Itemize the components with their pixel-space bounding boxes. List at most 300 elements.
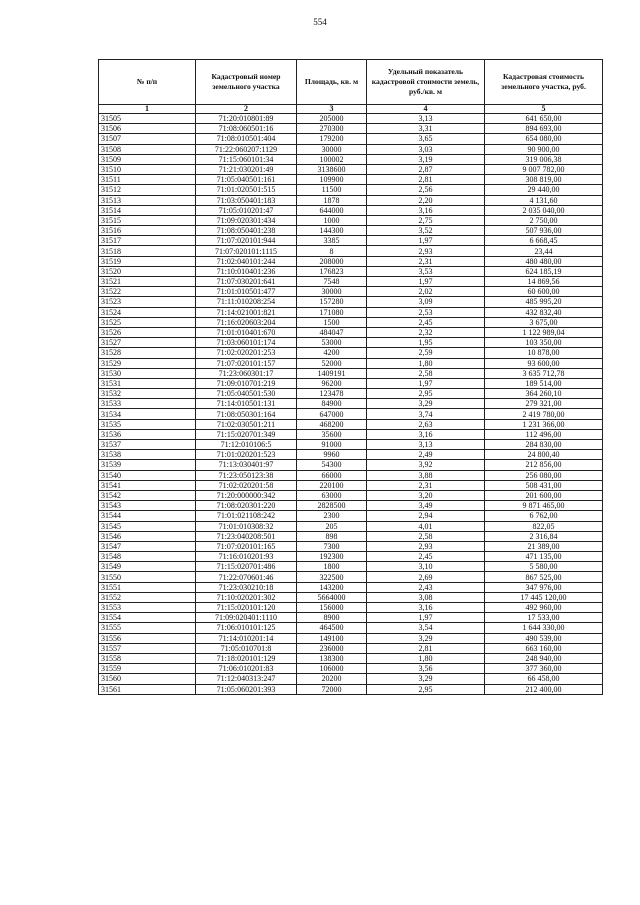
unit-rate-cell: 2,58 — [367, 531, 485, 541]
row-number-cell: 31515 — [99, 215, 196, 225]
area-cell: 3385 — [297, 236, 367, 246]
table-row — [99, 154, 603, 164]
cadastral-number-cell: 71:07:020101:1115 — [196, 246, 297, 256]
area-cell: 8900 — [297, 613, 367, 623]
header-cadastral-value: Кадастровая стоимость земельного участка, руб. — [485, 60, 603, 105]
cadastral-number-cell: 71:02:040101:244 — [196, 256, 297, 266]
row-number-cell: 31530 — [99, 368, 196, 378]
cadastral-value-cell: 377 360,00 — [485, 664, 603, 674]
row-number-cell: 31558 — [99, 653, 196, 663]
table-row — [99, 297, 603, 307]
cadastral-value-cell: 1 122 989,04 — [485, 327, 603, 337]
cadastral-number-cell: 71:02:030501:211 — [196, 419, 297, 429]
unit-rate-cell: 3,16 — [367, 205, 485, 215]
row-number-cell: 31550 — [99, 572, 196, 582]
unit-rate-cell: 2,95 — [367, 389, 485, 399]
cadastral-number-cell: 71:14:010201:14 — [196, 633, 297, 643]
area-cell: 322500 — [297, 572, 367, 582]
table-row — [99, 450, 603, 460]
table-row — [99, 215, 603, 225]
column-number: 1 — [99, 105, 196, 114]
cadastral-number-cell: 71:23:040208:501 — [196, 531, 297, 541]
unit-rate-cell: 2,31 — [367, 480, 485, 490]
area-cell: 644000 — [297, 205, 367, 215]
cadastral-value-cell: 2 750,00 — [485, 215, 603, 225]
header-row-number: № п/п — [99, 60, 196, 105]
row-number-cell: 31545 — [99, 521, 196, 531]
area-cell: 149100 — [297, 633, 367, 643]
area-cell: 54300 — [297, 460, 367, 470]
cadastral-value-cell: 9 007 782,00 — [485, 164, 603, 174]
area-cell: 179200 — [297, 134, 367, 144]
unit-rate-cell: 2,81 — [367, 643, 485, 653]
cadastral-value-cell: 29 440,00 — [485, 185, 603, 195]
table-row — [99, 348, 603, 358]
cadastral-number-cell: 71:07:020101:157 — [196, 358, 297, 368]
unit-rate-cell: 2,69 — [367, 572, 485, 582]
row-number-cell: 31525 — [99, 317, 196, 327]
row-number-cell: 31543 — [99, 501, 196, 511]
area-cell: 647000 — [297, 409, 367, 419]
cadastral-value-cell: 3 635 712,78 — [485, 368, 603, 378]
cadastral-number-cell: 71:01:010501:477 — [196, 287, 297, 297]
column-number-row — [99, 105, 603, 114]
table-row — [99, 429, 603, 439]
cadastral-number-cell: 71:18:020101:129 — [196, 653, 297, 663]
row-number-cell: 31512 — [99, 185, 196, 195]
cadastral-value-cell: 60 600,00 — [485, 287, 603, 297]
row-number-cell: 31505 — [99, 114, 196, 124]
cadastral-value-cell: 654 080,00 — [485, 134, 603, 144]
cadastral-number-cell: 71:14:021001:821 — [196, 307, 297, 317]
cadastral-value-cell: 492 960,00 — [485, 603, 603, 613]
table-row — [99, 613, 603, 623]
cadastral-value-cell: 2 316,84 — [485, 531, 603, 541]
area-cell: 53000 — [297, 338, 367, 348]
table-header — [99, 60, 603, 114]
cadastral-value-cell: 624 185,19 — [485, 266, 603, 276]
row-number-cell: 31523 — [99, 297, 196, 307]
table-row — [99, 521, 603, 531]
table-row — [99, 134, 603, 144]
row-number-cell: 31554 — [99, 613, 196, 623]
row-number-cell: 31559 — [99, 664, 196, 674]
cadastral-number-cell: 71:02:020201:58 — [196, 480, 297, 490]
table-row — [99, 378, 603, 388]
area-cell: 96200 — [297, 378, 367, 388]
cadastral-value-cell: 507 936,00 — [485, 226, 603, 236]
unit-rate-cell: 3,20 — [367, 490, 485, 500]
cadastral-value-cell: 867 525,00 — [485, 572, 603, 582]
cadastral-number-cell: 71:08:050401:238 — [196, 226, 297, 236]
row-number-cell: 31509 — [99, 154, 196, 164]
row-number-cell: 31555 — [99, 623, 196, 633]
table-row — [99, 664, 603, 674]
area-cell: 63000 — [297, 490, 367, 500]
table-row — [99, 399, 603, 409]
area-cell: 72000 — [297, 684, 367, 694]
unit-rate-cell: 1,80 — [367, 358, 485, 368]
cadastral-value-cell: 2 035 040,00 — [485, 205, 603, 215]
row-number-cell: 31534 — [99, 409, 196, 419]
area-cell: 91000 — [297, 440, 367, 450]
cadastral-number-cell: 71:07:020101:944 — [196, 236, 297, 246]
unit-rate-cell: 4,01 — [367, 521, 485, 531]
cadastral-number-cell: 71:05:040501:530 — [196, 389, 297, 399]
table-row — [99, 144, 603, 154]
unit-rate-cell: 3,54 — [367, 623, 485, 633]
cadastral-value-cell: 248 940,00 — [485, 653, 603, 663]
table-row — [99, 338, 603, 348]
row-number-cell: 31521 — [99, 277, 196, 287]
cadastral-value-cell: 480 480,00 — [485, 256, 603, 266]
cadastral-number-cell: 71:01:010308:32 — [196, 521, 297, 531]
row-number-cell: 31548 — [99, 552, 196, 562]
table-row — [99, 460, 603, 470]
table-row — [99, 470, 603, 480]
table-row — [99, 205, 603, 215]
cadastral-number-cell: 71:23:050123:38 — [196, 470, 297, 480]
cadastral-value-cell: 485 995,20 — [485, 297, 603, 307]
row-number-cell: 31513 — [99, 195, 196, 205]
table-row — [99, 419, 603, 429]
area-cell: 484047 — [297, 327, 367, 337]
cadastral-value-cell: 66 458,00 — [485, 674, 603, 684]
area-cell: 157280 — [297, 297, 367, 307]
cadastral-number-cell: 71:01:021108:242 — [196, 511, 297, 521]
table-row — [99, 114, 603, 124]
row-number-cell: 31526 — [99, 327, 196, 337]
row-number-cell: 31532 — [99, 389, 196, 399]
cadastral-value-cell: 308 819,00 — [485, 175, 603, 185]
column-number: 4 — [367, 105, 485, 114]
row-number-cell: 31560 — [99, 674, 196, 684]
table-row — [99, 124, 603, 134]
cadastral-value-cell: 364 260,10 — [485, 389, 603, 399]
column-number: 5 — [485, 105, 603, 114]
area-cell: 464500 — [297, 623, 367, 633]
table-row — [99, 511, 603, 521]
row-number-cell: 31557 — [99, 643, 196, 653]
row-number-cell: 31536 — [99, 429, 196, 439]
area-cell: 468200 — [297, 419, 367, 429]
cadastral-number-cell: 71:01:020201:523 — [196, 450, 297, 460]
area-cell: 208000 — [297, 256, 367, 266]
cadastral-value-cell: 17 445 120,00 — [485, 592, 603, 602]
row-number-cell: 31517 — [99, 236, 196, 246]
cadastral-value-cell: 3 675,00 — [485, 317, 603, 327]
table-row — [99, 236, 603, 246]
table-row — [99, 552, 603, 562]
cadastral-value-cell: 508 431,00 — [485, 480, 603, 490]
area-cell: 171080 — [297, 307, 367, 317]
cadastral-number-cell: 71:10:010401:236 — [196, 266, 297, 276]
table-row — [99, 409, 603, 419]
cadastral-value-cell: 4 131,60 — [485, 195, 603, 205]
unit-rate-cell: 3,92 — [367, 460, 485, 470]
table-row — [99, 633, 603, 643]
unit-rate-cell: 2,45 — [367, 317, 485, 327]
cadastral-value-cell: 17 533,00 — [485, 613, 603, 623]
area-cell: 176823 — [297, 266, 367, 276]
row-number-cell: 31538 — [99, 450, 196, 460]
row-number-cell: 31540 — [99, 470, 196, 480]
area-cell: 7548 — [297, 277, 367, 287]
table-row — [99, 317, 603, 327]
area-cell: 205000 — [297, 114, 367, 124]
cadastral-number-cell: 71:01:010401:670 — [196, 327, 297, 337]
unit-rate-cell: 2,20 — [367, 195, 485, 205]
cadastral-number-cell: 71:15:020701:349 — [196, 429, 297, 439]
area-cell: 9960 — [297, 450, 367, 460]
table-row — [99, 307, 603, 317]
unit-rate-cell: 2,59 — [367, 348, 485, 358]
area-cell: 205 — [297, 521, 367, 531]
unit-rate-cell: 3,74 — [367, 409, 485, 419]
table-row — [99, 389, 603, 399]
table-row — [99, 541, 603, 551]
unit-rate-cell: 1,97 — [367, 378, 485, 388]
area-cell: 30000 — [297, 144, 367, 154]
unit-rate-cell: 3,29 — [367, 633, 485, 643]
row-number-cell: 31518 — [99, 246, 196, 256]
unit-rate-cell: 3,13 — [367, 440, 485, 450]
cadastral-number-cell: 71:09:010701:219 — [196, 378, 297, 388]
cadastral-value-cell: 23,44 — [485, 246, 603, 256]
cadastral-value-cell: 90 900,00 — [485, 144, 603, 154]
table-row — [99, 266, 603, 276]
cadastral-value-cell: 1 231 366,00 — [485, 419, 603, 429]
table-row — [99, 643, 603, 653]
table-row — [99, 226, 603, 236]
unit-rate-cell: 2,87 — [367, 164, 485, 174]
cadastral-number-cell: 71:23:060301:17 — [196, 368, 297, 378]
unit-rate-cell: 3,29 — [367, 399, 485, 409]
cadastral-value-cell: 189 514,00 — [485, 378, 603, 388]
cadastral-value-cell: 471 135,00 — [485, 552, 603, 562]
column-number: 3 — [297, 105, 367, 114]
row-number-cell: 31552 — [99, 592, 196, 602]
cadastral-value-cell: 201 600,00 — [485, 490, 603, 500]
unit-rate-cell: 2,32 — [367, 327, 485, 337]
unit-rate-cell: 3,88 — [367, 470, 485, 480]
area-cell: 2828500 — [297, 501, 367, 511]
unit-rate-cell: 2,75 — [367, 215, 485, 225]
area-cell: 3138600 — [297, 164, 367, 174]
row-number-cell: 31544 — [99, 511, 196, 521]
cadastral-value-cell: 347 976,00 — [485, 582, 603, 592]
table-row — [99, 490, 603, 500]
table-row — [99, 674, 603, 684]
area-cell: 4200 — [297, 348, 367, 358]
row-number-cell: 31531 — [99, 378, 196, 388]
cadastral-number-cell: 71:05:060201:393 — [196, 684, 297, 694]
unit-rate-cell: 3,19 — [367, 154, 485, 164]
unit-rate-cell: 2,58 — [367, 368, 485, 378]
area-cell: 144300 — [297, 226, 367, 236]
row-number-cell: 31529 — [99, 358, 196, 368]
unit-rate-cell: 1,97 — [367, 236, 485, 246]
area-cell: 1800 — [297, 562, 367, 572]
unit-rate-cell: 2,81 — [367, 175, 485, 185]
row-number-cell: 31541 — [99, 480, 196, 490]
cadastral-number-cell: 71:05:040501:161 — [196, 175, 297, 185]
area-cell: 11500 — [297, 185, 367, 195]
row-number-cell: 31528 — [99, 348, 196, 358]
area-cell: 898 — [297, 531, 367, 541]
cadastral-number-cell: 71:14:010501:131 — [196, 399, 297, 409]
table-row — [99, 592, 603, 602]
unit-rate-cell: 2,93 — [367, 246, 485, 256]
row-number-cell: 31535 — [99, 419, 196, 429]
area-cell: 123478 — [297, 389, 367, 399]
area-cell: 236000 — [297, 643, 367, 653]
unit-rate-cell: 1,80 — [367, 653, 485, 663]
unit-rate-cell: 2,49 — [367, 450, 485, 460]
cadastral-value-cell: 1 644 330,00 — [485, 623, 603, 633]
area-cell: 66000 — [297, 470, 367, 480]
unit-rate-cell: 3,56 — [367, 664, 485, 674]
cadastral-number-cell: 71:06:010201:83 — [196, 664, 297, 674]
row-number-cell: 31507 — [99, 134, 196, 144]
page-number: 554 — [313, 17, 327, 27]
cadastral-value-cell: 10 878,00 — [485, 348, 603, 358]
area-cell: 143200 — [297, 582, 367, 592]
table-row — [99, 623, 603, 633]
cadastral-value-cell: 14 869,56 — [485, 277, 603, 287]
area-cell: 220100 — [297, 480, 367, 490]
area-cell: 30000 — [297, 287, 367, 297]
cadastral-value-cell: 663 160,00 — [485, 643, 603, 653]
cadastral-value-cell: 279 321,00 — [485, 399, 603, 409]
cadastral-value-cell: 432 832,40 — [485, 307, 603, 317]
table-body — [99, 114, 603, 695]
unit-rate-cell: 3,09 — [367, 297, 485, 307]
row-number-cell: 31516 — [99, 226, 196, 236]
unit-rate-cell: 2,02 — [367, 287, 485, 297]
row-number-cell: 31549 — [99, 562, 196, 572]
cadastral-number-cell: 71:08:020301:220 — [196, 501, 297, 511]
area-cell: 106000 — [297, 664, 367, 674]
row-number-cell: 31520 — [99, 266, 196, 276]
cadastral-value-cell: 93 600,00 — [485, 358, 603, 368]
cadastral-number-cell: 71:03:050401:183 — [196, 195, 297, 205]
cadastral-value-cell: 9 871 465,00 — [485, 501, 603, 511]
column-number: 2 — [196, 105, 297, 114]
table-row — [99, 531, 603, 541]
row-number-cell: 31533 — [99, 399, 196, 409]
cadastral-number-cell: 71:11:010208:254 — [196, 297, 297, 307]
row-number-cell: 31519 — [99, 256, 196, 266]
cadastral-number-cell: 71:08:050301:164 — [196, 409, 297, 419]
row-number-cell: 31506 — [99, 124, 196, 134]
table-row — [99, 440, 603, 450]
cadastral-value-cell: 212 400,00 — [485, 684, 603, 694]
table-row — [99, 684, 603, 694]
area-cell: 8 — [297, 246, 367, 256]
unit-rate-cell: 1,97 — [367, 277, 485, 287]
cadastral-number-cell: 71:05:010201:47 — [196, 205, 297, 215]
cadastral-number-cell: 71:22:060207:1129 — [196, 144, 297, 154]
cadastral-number-cell: 71:05:010701:8 — [196, 643, 297, 653]
cadastral-value-cell: 24 800,40 — [485, 450, 603, 460]
cadastral-value-cell: 103 350,00 — [485, 338, 603, 348]
unit-rate-cell: 1,95 — [367, 338, 485, 348]
cadastral-value-cell: 894 693,00 — [485, 124, 603, 134]
area-cell: 5664000 — [297, 592, 367, 602]
cadastral-value-cell: 112 496,00 — [485, 429, 603, 439]
row-number-cell: 31546 — [99, 531, 196, 541]
row-number-cell: 31522 — [99, 287, 196, 297]
cadastral-number-cell: 71:20:000000:342 — [196, 490, 297, 500]
cadastral-value-cell: 319 006,38 — [485, 154, 603, 164]
area-cell: 109900 — [297, 175, 367, 185]
table-row — [99, 572, 603, 582]
unit-rate-cell: 3,16 — [367, 603, 485, 613]
row-number-cell: 31537 — [99, 440, 196, 450]
row-number-cell: 31561 — [99, 684, 196, 694]
table-row — [99, 653, 603, 663]
cadastral-number-cell: 71:12:010106:5 — [196, 440, 297, 450]
cadastral-value-cell: 2 419 780,00 — [485, 409, 603, 419]
table-row — [99, 164, 603, 174]
row-number-cell: 31514 — [99, 205, 196, 215]
area-cell: 1000 — [297, 215, 367, 225]
row-number-cell: 31539 — [99, 460, 196, 470]
row-number-cell: 31553 — [99, 603, 196, 613]
cadastral-number-cell: 71:16:020603:204 — [196, 317, 297, 327]
unit-rate-cell: 3,10 — [367, 562, 485, 572]
unit-rate-cell: 3,52 — [367, 226, 485, 236]
cadastral-number-cell: 71:08:010501:404 — [196, 134, 297, 144]
unit-rate-cell: 3,49 — [367, 501, 485, 511]
cadastral-value-cell: 6 668,45 — [485, 236, 603, 246]
unit-rate-cell: 3,16 — [367, 429, 485, 439]
cadastral-value-cell: 212 856,00 — [485, 460, 603, 470]
table-row — [99, 562, 603, 572]
unit-rate-cell: 2,53 — [367, 307, 485, 317]
table-row — [99, 277, 603, 287]
row-number-cell: 31511 — [99, 175, 196, 185]
unit-rate-cell: 2,56 — [367, 185, 485, 195]
unit-rate-cell: 3,29 — [367, 674, 485, 684]
cadastral-number-cell: 71:08:060501:16 — [196, 124, 297, 134]
unit-rate-cell: 2,43 — [367, 582, 485, 592]
cadastral-number-cell: 71:07:020101:165 — [196, 541, 297, 551]
row-number-cell: 31527 — [99, 338, 196, 348]
cadastral-value-cell: 6 762,00 — [485, 511, 603, 521]
cadastral-number-cell: 71:15:020701:486 — [196, 562, 297, 572]
area-cell: 7300 — [297, 541, 367, 551]
table-row — [99, 195, 603, 205]
cadastral-number-cell: 71:02:020201:253 — [196, 348, 297, 358]
table-row — [99, 368, 603, 378]
row-number-cell: 31556 — [99, 633, 196, 643]
table-row — [99, 287, 603, 297]
unit-rate-cell: 2,95 — [367, 684, 485, 694]
cadastral-number-cell: 71:12:040313:247 — [196, 674, 297, 684]
unit-rate-cell: 2,63 — [367, 419, 485, 429]
area-cell: 156000 — [297, 603, 367, 613]
cadastral-value-cell: 490 539,00 — [485, 633, 603, 643]
area-cell: 52000 — [297, 358, 367, 368]
unit-rate-cell: 3,31 — [367, 124, 485, 134]
cadastral-number-cell: 71:15:020101:120 — [196, 603, 297, 613]
cadastral-number-cell: 71:09:020401:1110 — [196, 613, 297, 623]
cadastral-number-cell: 71:09:020301:434 — [196, 215, 297, 225]
header-unit-rate: Удельный показатель кадастровой стоимости земель, руб./кв. м — [367, 60, 485, 105]
cadastral-number-cell: 71:03:060101:174 — [196, 338, 297, 348]
